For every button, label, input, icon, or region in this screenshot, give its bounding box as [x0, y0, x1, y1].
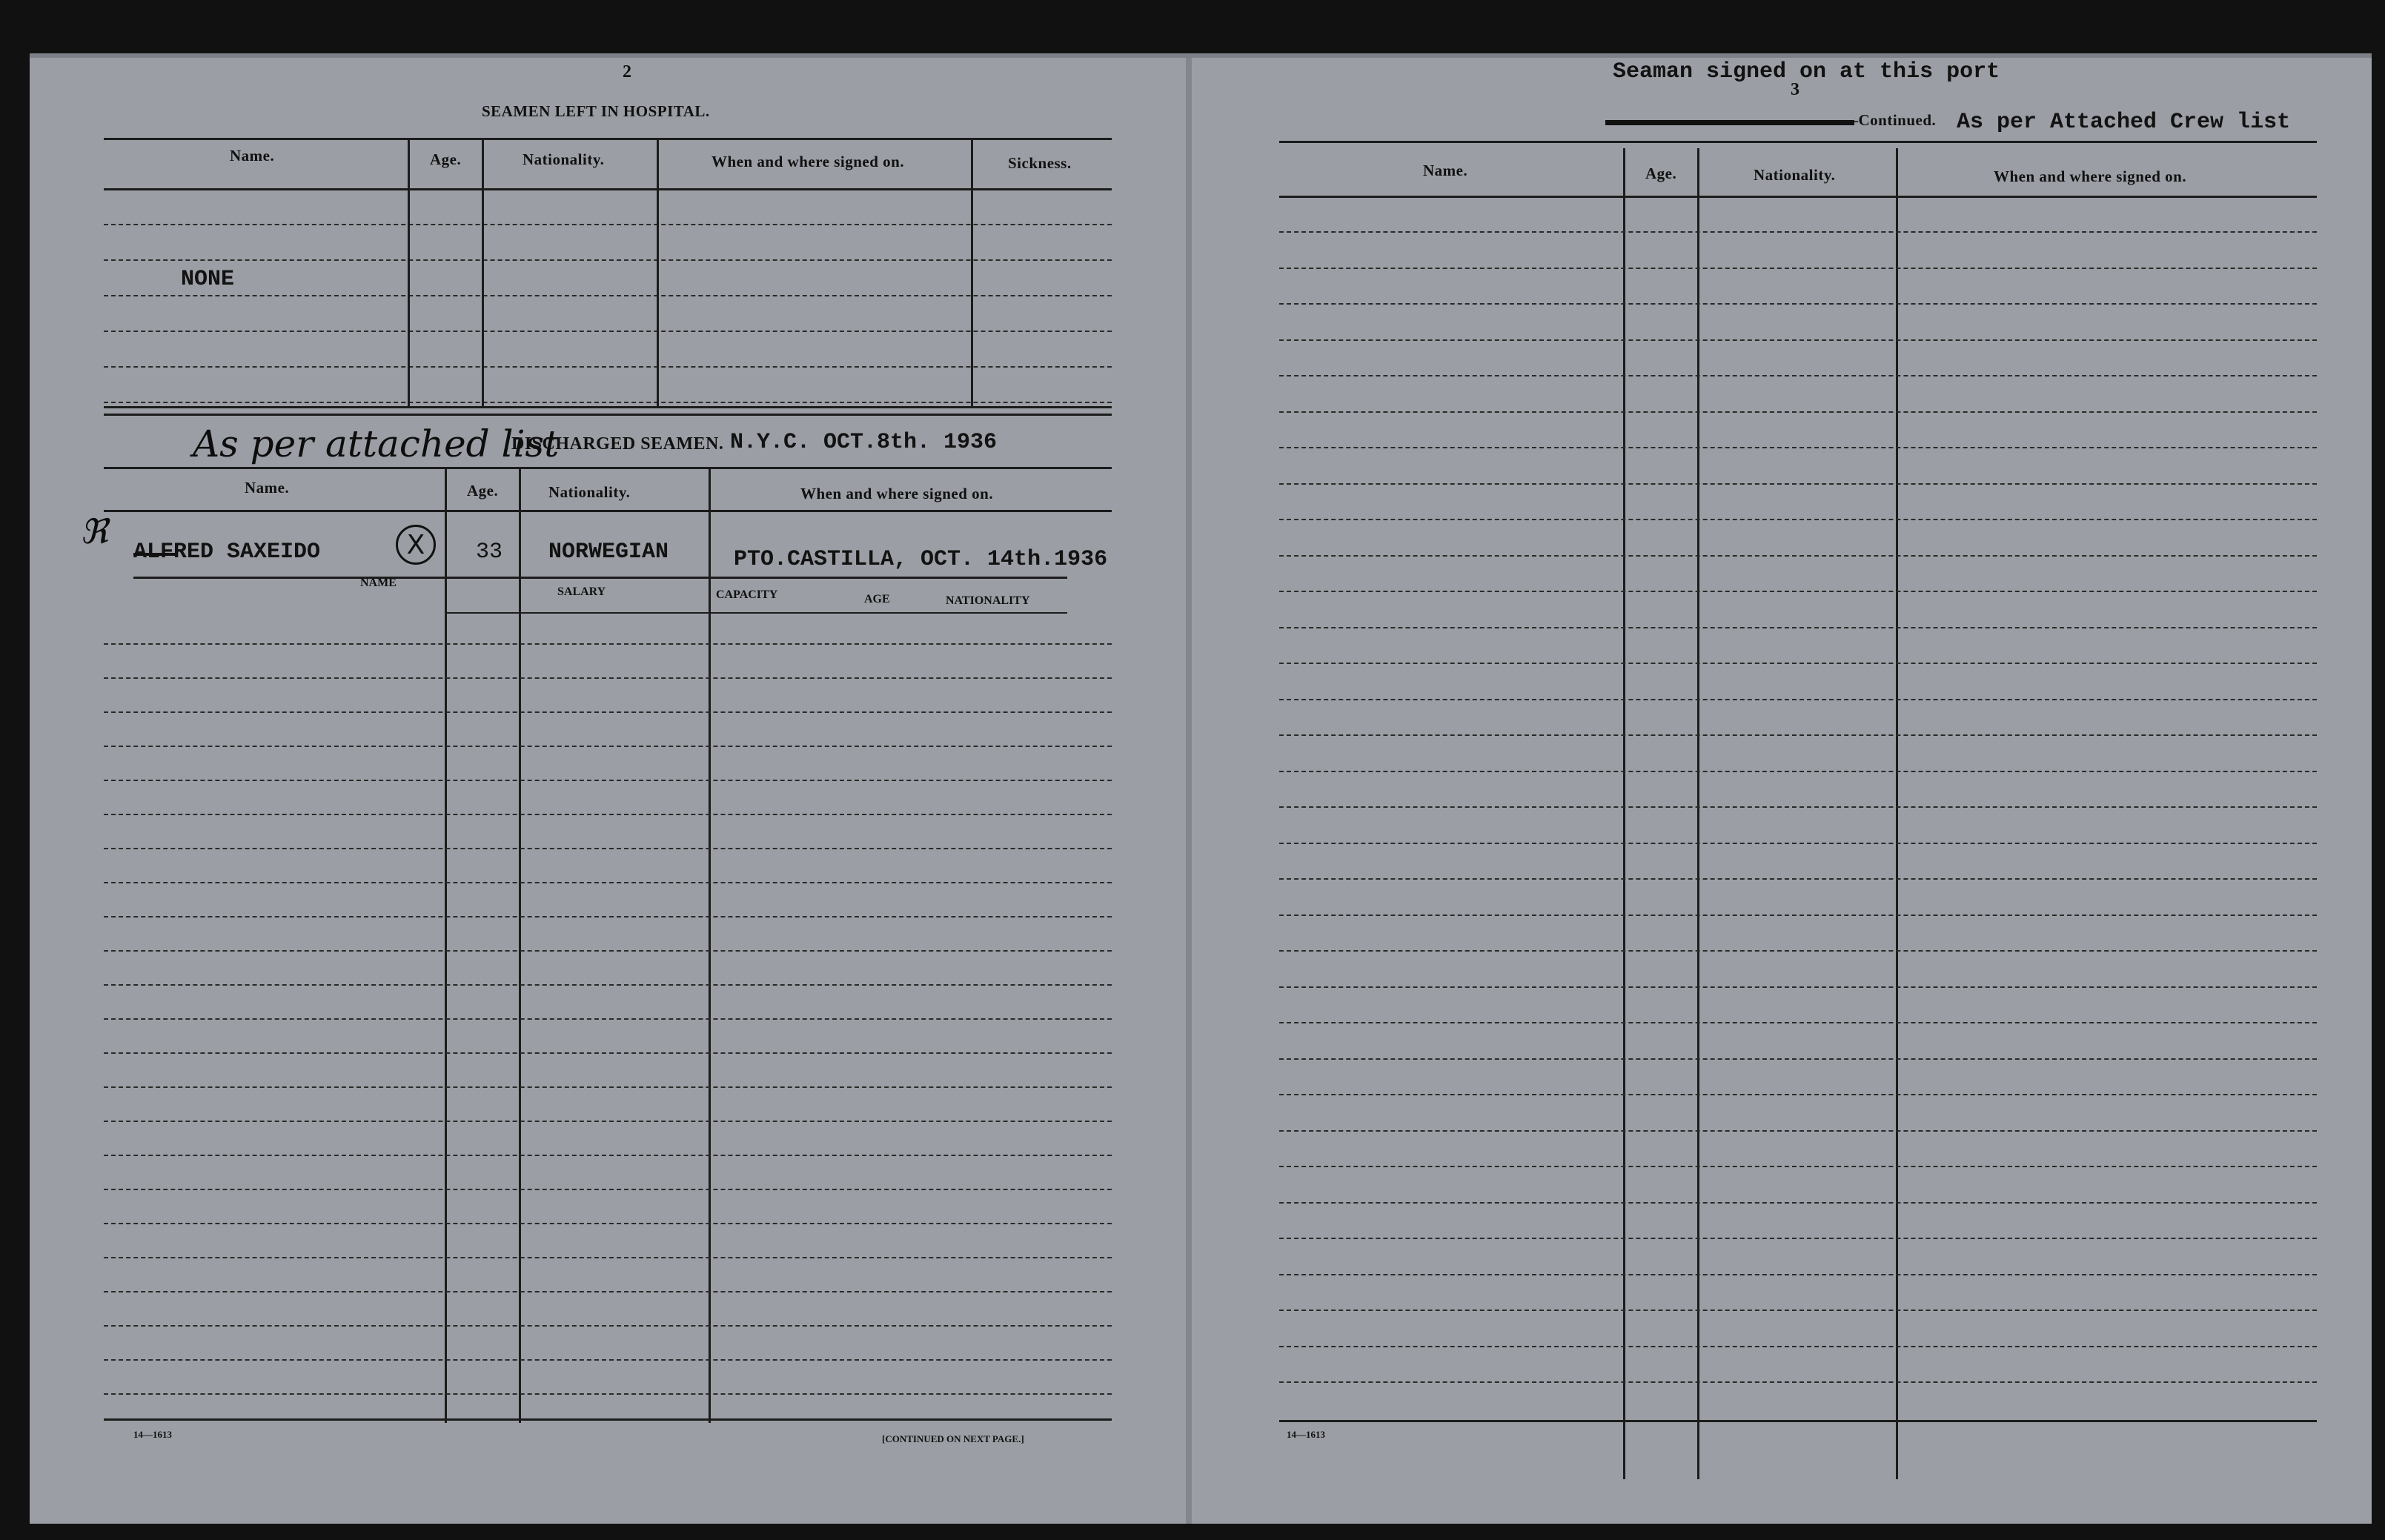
ruled-line	[104, 780, 1112, 781]
discharged-seaman-signed-on: PTO.CASTILLA, OCT. 14th.1936	[734, 547, 1108, 572]
ruled-line	[1279, 447, 2317, 448]
hospital-col-sickness: Sickness.	[1008, 154, 1072, 172]
ruled-line	[104, 1086, 1112, 1088]
ruled-line	[1279, 771, 2317, 772]
ruled-line	[104, 1359, 1112, 1361]
ruled-line	[1279, 1094, 2317, 1095]
stamp-col-age: AGE	[864, 593, 890, 605]
hospital-col-name: Name.	[230, 147, 275, 165]
ruled-line	[1279, 1310, 2317, 1311]
ruled-line	[1279, 591, 2317, 592]
ruled-line	[1279, 806, 2317, 808]
ruled-line	[104, 1052, 1112, 1054]
discharged-seaman-age: 33	[476, 540, 503, 565]
center-fold	[1186, 58, 1192, 1524]
right-col-name: Name.	[1423, 162, 1468, 179]
left-page-number: 2	[623, 62, 632, 82]
ruled-line	[1279, 268, 2317, 269]
ruled-line	[104, 677, 1112, 679]
right-typed-header: Seaman signed on at this port	[1613, 59, 2000, 84]
signature-x-mark: X	[396, 525, 436, 565]
ruled-line	[1279, 627, 2317, 628]
ruled-line	[1279, 375, 2317, 376]
ruled-line	[104, 814, 1112, 815]
ruled-line	[104, 1223, 1112, 1224]
left-form-number: 14—1613	[133, 1429, 172, 1440]
right-page-number: 3	[1791, 80, 1800, 99]
handwritten-note: As per attached list	[193, 422, 560, 465]
hospital-col-signed-on: When and where signed on.	[711, 153, 905, 170]
ruled-line	[104, 882, 1112, 883]
discharged-place-date: N.Y.C. OCT.8th. 1936	[730, 430, 998, 455]
stamp-col-salary: SALARY	[557, 585, 606, 598]
ruled-line	[1279, 699, 2317, 700]
discharged-col-age: Age.	[467, 482, 499, 499]
ruled-line	[1279, 1058, 2317, 1060]
ruled-line	[1279, 1166, 2317, 1167]
discharged-col-signed-on: When and where signed on.	[800, 485, 994, 502]
hospital-col-nationality: Nationality.	[523, 150, 605, 168]
ruled-line	[1279, 519, 2317, 520]
document-sheet: 2 SEAMEN LEFT IN HOSPITAL. Name. Age. Nationality. When and where signed on. Sickness. NONE As per attached list DISCHARGED SEAMEN. N.Y.C. OCT.8th. 1936 Name. Age. Nationality. When and where signed on. ℜ ALFRED SAXEIDO X 33 NORWEGIAN PTO.CASTILLA, OCT. 14th.1936 NAME SALARY CAPACITY AGE NATIONALITY 14—1613 [CONTINUED ON NEXT PAGE.] Seaman signed on at this port 3 —Continued. As per Attached Crew list Name. Age. Nationality. When and where signed on. 14—1613	[30, 53, 2372, 1524]
stamp-col-nationality: NATIONALITY	[946, 594, 1030, 607]
right-col-nationality: Nationality.	[1754, 166, 1836, 184]
ruled-line	[1279, 1274, 2317, 1275]
ruled-line	[104, 1189, 1112, 1190]
ruled-line	[104, 1393, 1112, 1395]
ruled-line	[1279, 303, 2317, 305]
ruled-line	[1279, 878, 2317, 880]
ruled-line	[104, 643, 1112, 645]
right-form-number: 14—1613	[1287, 1429, 1325, 1440]
discharged-seaman-nationality: NORWEGIAN	[548, 540, 669, 565]
hospital-header-rule	[104, 188, 1112, 190]
ruled-line	[1279, 986, 2317, 988]
ruled-line	[104, 916, 1112, 917]
ruled-line	[1279, 483, 2317, 485]
ruled-line	[1279, 555, 2317, 557]
right-col-signed-on: When and where signed on.	[1994, 167, 2187, 185]
ruled-line	[104, 1121, 1112, 1122]
ruled-line	[1279, 339, 2317, 341]
continued-next-page-note: [CONTINUED ON NEXT PAGE.]	[882, 1433, 1024, 1444]
ruled-line	[1279, 663, 2317, 664]
hospital-entry-none: NONE	[181, 267, 235, 292]
ruled-line	[104, 984, 1112, 986]
ruled-line	[1279, 950, 2317, 952]
ruled-line	[1279, 1238, 2317, 1239]
ruled-line	[1279, 231, 2317, 233]
hospital-section-title: SEAMEN LEFT IN HOSPITAL.	[482, 102, 710, 120]
ruled-line	[1279, 1130, 2317, 1132]
continued-label: —Continued.	[1842, 111, 1937, 129]
hospital-top-rule	[104, 138, 1112, 140]
ruled-line	[104, 1257, 1112, 1258]
ruled-line	[1279, 1202, 2317, 1204]
ruled-line	[104, 1018, 1112, 1020]
ruled-line	[1279, 1022, 2317, 1023]
right-typed-note: As per Attached Crew list	[1957, 110, 2291, 135]
discharged-col-nationality: Nationality.	[548, 483, 631, 501]
ruled-line	[104, 1155, 1112, 1156]
ruled-line	[1279, 843, 2317, 844]
right-col-age: Age.	[1645, 165, 1677, 182]
ruled-line	[1279, 1381, 2317, 1383]
stamp-col-capacity: CAPACITY	[716, 588, 778, 601]
stamp-col-name: NAME	[360, 577, 397, 589]
ruled-line	[104, 848, 1112, 849]
ruled-line	[104, 950, 1112, 952]
ruled-line	[1279, 734, 2317, 736]
hospital-col-age: Age.	[430, 150, 462, 168]
ruled-line	[1279, 1346, 2317, 1347]
discharged-col-name: Name.	[245, 479, 290, 497]
discharged-seaman-name: ALFRED SAXEIDO	[133, 540, 321, 565]
ruled-line	[1279, 411, 2317, 413]
ruled-line	[104, 1325, 1112, 1327]
ruled-line	[104, 746, 1112, 747]
ruled-line	[104, 711, 1112, 713]
struck-through-heading	[1605, 120, 1854, 125]
ruled-line	[1279, 915, 2317, 916]
ruled-line	[104, 1291, 1112, 1292]
discharged-section-title: DISCHARGED SEAMEN.	[511, 434, 724, 454]
